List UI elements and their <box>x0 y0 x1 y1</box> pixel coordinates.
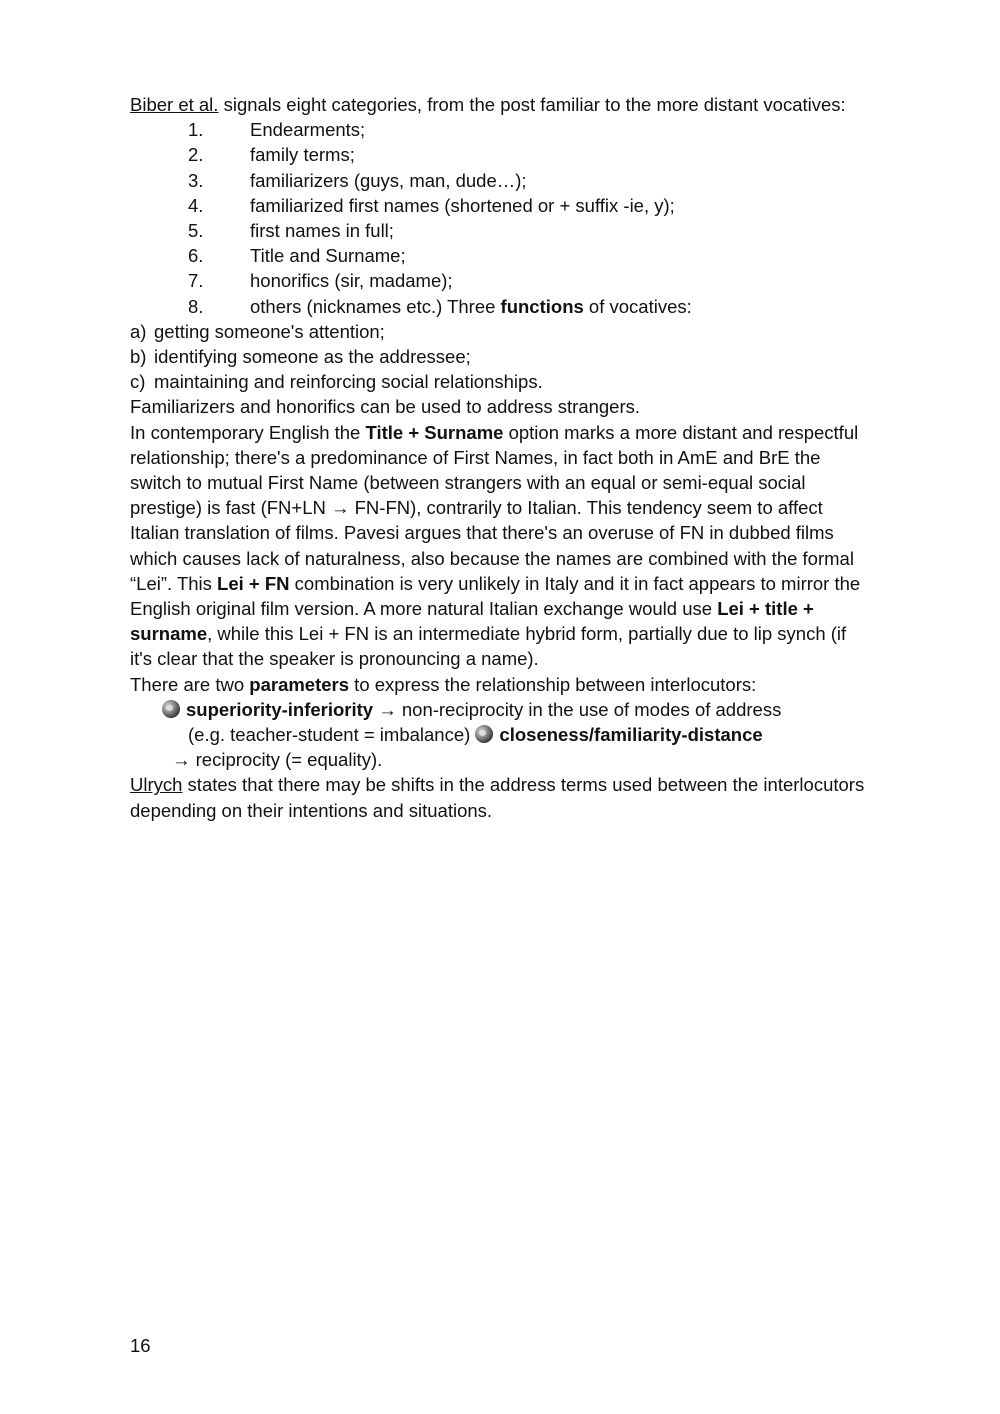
list-number: 3. <box>188 169 204 191</box>
list-item <box>130 218 870 243</box>
list-item <box>130 243 870 268</box>
list-text: family terms; <box>250 144 355 166</box>
list-item <box>130 168 870 193</box>
familiarizers-note: Familiarizers and honorifics can be used to address strangers. <box>130 396 641 418</box>
bold-term-functions: functions <box>500 295 584 317</box>
bold-term-title-surname: Title + Surname <box>365 421 504 443</box>
parameter-term: superiority-inferiority <box>186 698 374 720</box>
parameter-term: closeness/familiarity-distance <box>499 724 763 746</box>
list-text: Title and Surname; <box>250 245 406 267</box>
text-run: to express the relationship between interlocutors: <box>349 673 757 695</box>
function-label: c) <box>130 371 146 393</box>
list-number: 2. <box>188 144 204 166</box>
globe-icon <box>162 700 180 718</box>
list-item <box>130 268 870 293</box>
text-run: , while this Lei + FN is an intermediate hybrid form, partially due to lip synch (if it's clear that the speaker is pronouncing a name). <box>130 623 847 670</box>
list-number: 6. <box>188 245 204 267</box>
list-text: familiarizers (guys, man, dude…); <box>250 169 527 191</box>
list-item <box>130 117 870 142</box>
parameter-text: (e.g. teacher-student = imbalance) <box>188 724 476 746</box>
parameters-intro <box>130 672 870 697</box>
globe-icon <box>475 725 493 743</box>
list-text: Endearments; <box>250 119 366 141</box>
author-reference: Ulrych <box>130 774 183 796</box>
functions-list <box>130 319 870 395</box>
parameter-item-continued <box>130 722 870 747</box>
parameter-item <box>130 697 870 722</box>
function-item <box>130 319 870 344</box>
function-text: identifying someone as the addressee; <box>154 346 471 368</box>
page-content <box>130 92 870 823</box>
list-number: 5. <box>188 220 204 242</box>
function-text: getting someone's attention; <box>154 320 385 342</box>
list-text-part: others (nicknames etc.) Three <box>250 295 501 317</box>
text-run: option marks a more distant and respectful relationship; there's a predominance of First Names, in fact both in AmE and BrE the switch to mutual First Name (between strangers with an equal or semi-equal social prestige) is fast (FN+LN → FN-FN), contrarily to Italian. This tendency seem to affect Italian translation of films. Pavesi argues that there's an overuse of FN in dubbed films which causes lack of naturalness, also because the names are combined with the formal “Lei”. This <box>130 421 859 594</box>
list-number: 7. <box>188 270 204 292</box>
bold-term-lei-fn: Lei + FN <box>217 572 290 594</box>
text-run: There are two <box>130 673 250 695</box>
page-number: 16 <box>130 1335 151 1356</box>
function-item <box>130 369 870 394</box>
ulrych-text: states that there may be shifts in the address terms used between the interlocutors depending on their intentions and situations. <box>130 774 865 821</box>
list-item <box>130 142 870 167</box>
list-text: first names in full; <box>250 220 394 242</box>
function-label: a) <box>130 320 147 342</box>
list-text: familiarized first names (shortened or + suffix -ie, y); <box>250 194 675 216</box>
text-run: In contemporary English the <box>130 421 366 443</box>
list-number: 4. <box>188 194 204 216</box>
list-item <box>130 193 870 218</box>
text-run: combination is very unlikely in Italy and it in fact appears to mirror the English original film version. A more natural Italian exchange would use <box>130 572 861 620</box>
contemporary-paragraph <box>130 420 870 672</box>
list-text <box>250 294 692 319</box>
list-text: honorifics (sir, madame); <box>250 270 453 292</box>
list-number: 1. <box>188 119 204 141</box>
intro-text: signals eight categories, from the post familiar to the more distant vocatives: <box>218 94 846 115</box>
list-number: 8. <box>188 295 204 317</box>
author-reference: Biber et al. <box>130 94 219 115</box>
list-text-part: of vocatives: <box>583 295 692 317</box>
bold-term-parameters: parameters <box>249 673 350 695</box>
parameter-text: → non-reciprocity in the use of modes of address <box>373 698 782 720</box>
function-text: maintaining and reinforcing social relationships. <box>154 371 543 393</box>
list-item <box>130 294 870 319</box>
function-label: b) <box>130 346 147 368</box>
parameter-item-text: → reciprocity (= equality). <box>172 749 383 771</box>
categories-list <box>130 117 870 319</box>
bold-term-lei-title-surname: Lei + title + surname <box>130 598 814 645</box>
intro-paragraph <box>130 92 870 117</box>
function-item <box>130 344 870 369</box>
ulrych-paragraph <box>130 772 870 822</box>
